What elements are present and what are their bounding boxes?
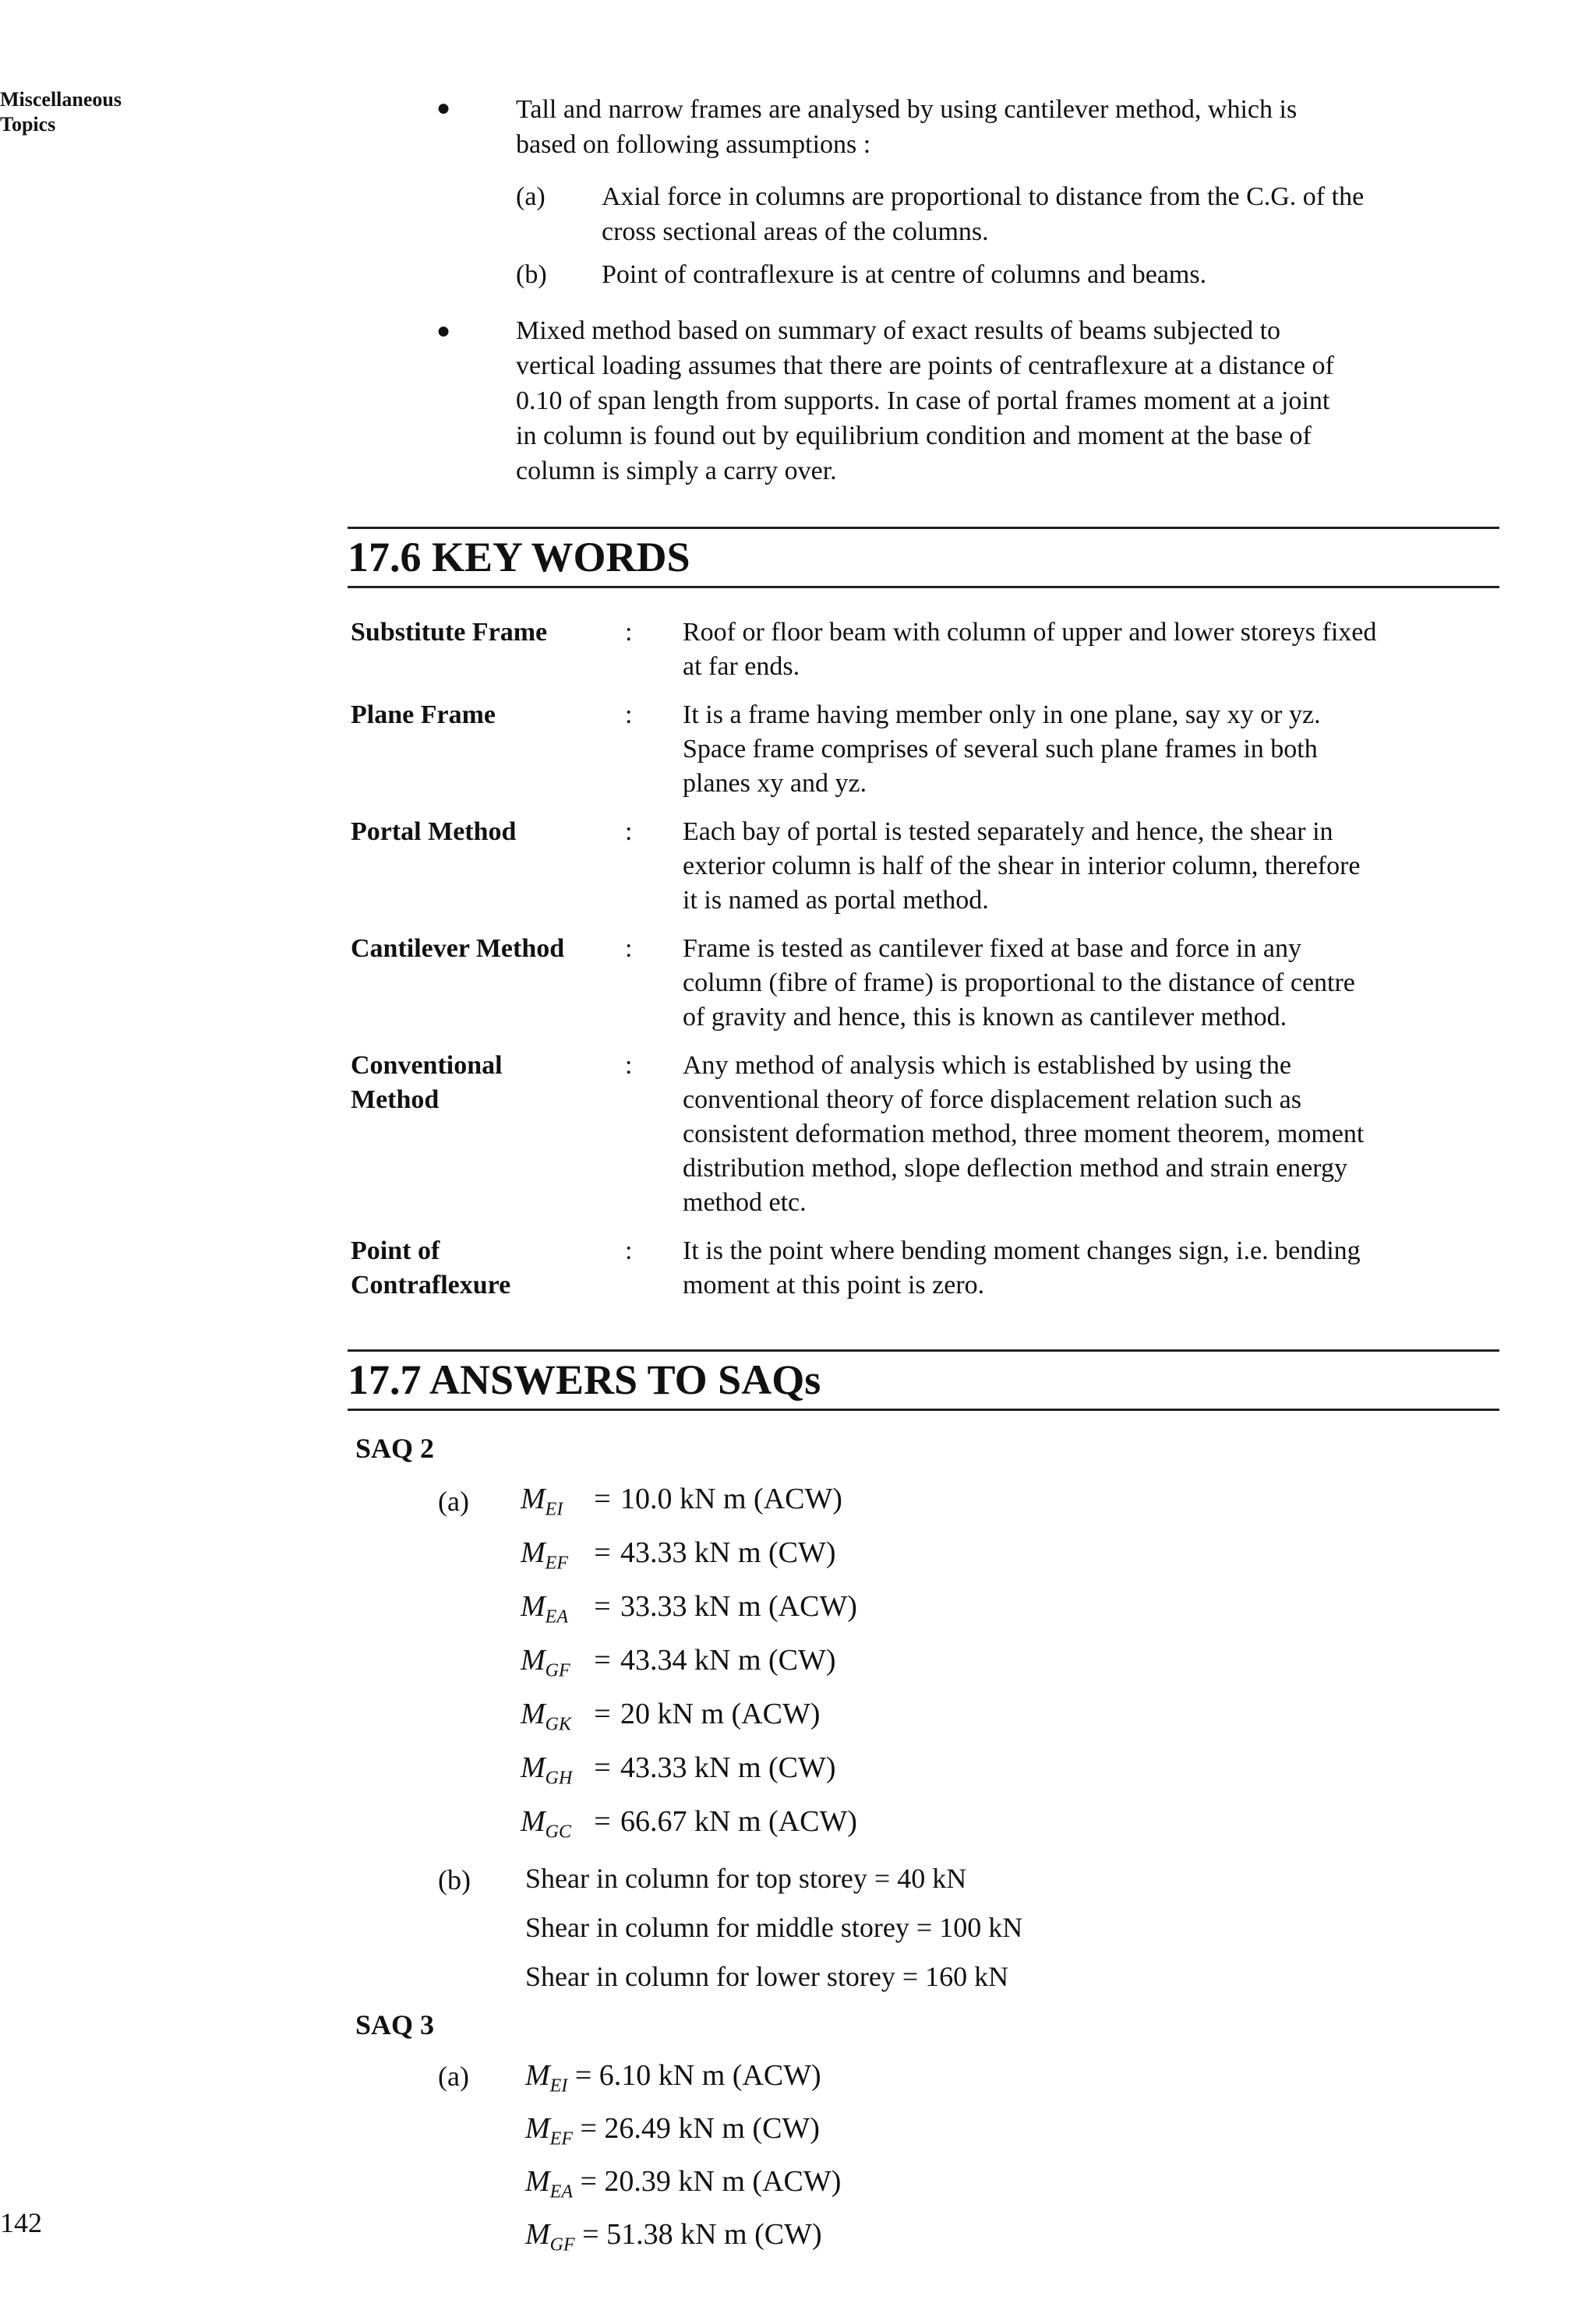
moment-symbol: M bbox=[525, 2059, 550, 2092]
equals-sign: = bbox=[572, 2112, 605, 2145]
text-line: Any method of analysis which is established by using the bbox=[683, 1051, 1291, 1080]
equation-value: 20.39 kN m (ACW) bbox=[604, 2165, 842, 2198]
section-rule-top bbox=[348, 527, 1499, 529]
text-line: Roof or floor beam with column of upper and lower storeys fixed bbox=[683, 618, 1377, 647]
equation-row bbox=[521, 1697, 857, 1736]
key-word-definition bbox=[683, 1234, 1509, 1303]
margin-section-label bbox=[0, 87, 122, 137]
equation-row bbox=[521, 1751, 857, 1790]
text-line: It is the point where bending moment changes sign, i.e. bending bbox=[683, 1236, 1361, 1265]
equation-row bbox=[525, 2164, 841, 2205]
section-rule-top bbox=[348, 1349, 1499, 1352]
equation-symbol bbox=[525, 2164, 573, 2203]
part-label: (b) bbox=[438, 1864, 471, 1896]
term-line: Method bbox=[351, 1085, 440, 1114]
equation-value: 66.67 kN m (ACW) bbox=[620, 1805, 857, 1838]
equation-value: 43.33 kN m (CW) bbox=[620, 1536, 836, 1569]
list-item-text bbox=[602, 257, 1206, 292]
equation-row bbox=[521, 1589, 857, 1628]
equation-value: 20 kN m (ACW) bbox=[620, 1698, 821, 1730]
text-line: 0.10 of span length from supports. In case of portal frames moment at a joint bbox=[516, 386, 1330, 415]
text-line: Tall and narrow frames are analysed by using cantilever method, which is bbox=[516, 95, 1298, 124]
margin-label-line: Topics bbox=[0, 113, 56, 136]
text-line: at far ends. bbox=[683, 652, 800, 681]
equals-sign: = bbox=[572, 2165, 605, 2198]
text-line: method etc. bbox=[683, 1188, 807, 1217]
section-heading-key-words: 17.6 KEY WORDS bbox=[348, 534, 690, 580]
saq-title: SAQ 3 bbox=[355, 2009, 435, 2040]
term-line: Substitute Frame bbox=[351, 618, 548, 647]
key-word-term bbox=[351, 1234, 600, 1303]
equals-sign: = bbox=[594, 1751, 611, 1784]
equation-symbol bbox=[525, 2111, 573, 2150]
moment-symbol: M bbox=[525, 2165, 550, 2198]
equation-list bbox=[525, 2058, 841, 2258]
text-line: Shear in column for middle storey = 100 kN bbox=[525, 1912, 1023, 1943]
moment-symbol: M bbox=[521, 1805, 546, 1838]
page-number: 142 bbox=[0, 2207, 42, 2238]
moment-symbol: M bbox=[521, 1483, 546, 1515]
key-word-term bbox=[351, 932, 600, 966]
equals-sign: = bbox=[594, 1805, 611, 1838]
equation-value: 43.33 kN m (CW) bbox=[620, 1751, 836, 1784]
equals-sign: = bbox=[574, 2218, 607, 2251]
moment-symbol: M bbox=[521, 1751, 546, 1784]
text-line: based on following assumptions : bbox=[516, 130, 871, 159]
text-line: Shear in column for lower storey = 160 kN bbox=[525, 1961, 1009, 1992]
equals-sign: = bbox=[594, 1644, 611, 1677]
equation-row bbox=[521, 1804, 857, 1843]
key-word-term bbox=[351, 615, 600, 650]
colon-separator: : bbox=[625, 1051, 633, 1080]
moment-subscript: GH bbox=[545, 1768, 573, 1789]
text-line: Space frame comprises of several such plane frames in both bbox=[683, 735, 1318, 763]
equals-sign: = bbox=[594, 1536, 611, 1569]
saq-title: SAQ 2 bbox=[355, 1433, 435, 1464]
text-line: it is named as portal method. bbox=[683, 886, 989, 915]
equation-value: 43.34 kN m (CW) bbox=[620, 1644, 836, 1677]
moment-subscript: EA bbox=[545, 1606, 568, 1628]
equation-value: 6.10 kN m (ACW) bbox=[598, 2059, 821, 2092]
moment-subscript: GC bbox=[545, 1821, 571, 1843]
moment-subscript: GK bbox=[545, 1714, 571, 1735]
margin-label-line: Miscellaneous bbox=[0, 88, 122, 111]
equals-sign: = bbox=[567, 2059, 599, 2092]
equation-row bbox=[521, 1643, 857, 1682]
list-item-label: (a) bbox=[516, 182, 546, 211]
text-line: consistent deformation method, three moment theorem, moment bbox=[683, 1120, 1365, 1148]
equation-symbol bbox=[521, 1751, 584, 1790]
text-line: of gravity and hence, this is known as cantilever method. bbox=[683, 1003, 1287, 1032]
equation-row bbox=[525, 2111, 841, 2152]
equation-value: 33.33 kN m (ACW) bbox=[620, 1590, 857, 1623]
shear-results bbox=[525, 1862, 1022, 2009]
text-line: column (fibre of frame) is proportional to the distance of centre bbox=[683, 968, 1355, 997]
moment-symbol: M bbox=[525, 2218, 550, 2251]
equation-list bbox=[521, 1482, 857, 1843]
section-heading-answers: 17.7 ANSWERS TO SAQs bbox=[348, 1356, 821, 1403]
equation-row bbox=[521, 1536, 857, 1575]
term-line: Plane Frame bbox=[351, 700, 496, 729]
key-word-definition bbox=[683, 1049, 1509, 1220]
moment-subscript: EI bbox=[545, 1499, 563, 1520]
colon-separator: : bbox=[625, 618, 633, 647]
term-line: Cantilever Method bbox=[351, 934, 565, 963]
text-line: conventional theory of force displacement relation such as bbox=[683, 1085, 1301, 1114]
moment-subscript: GF bbox=[549, 2234, 575, 2255]
key-word-term bbox=[351, 815, 600, 849]
moment-symbol: M bbox=[521, 1590, 546, 1623]
equation-symbol bbox=[521, 1589, 584, 1628]
colon-separator: : bbox=[625, 934, 633, 963]
list-item-text bbox=[602, 179, 1364, 249]
equation-symbol bbox=[521, 1536, 584, 1575]
equals-sign: = bbox=[594, 1698, 611, 1730]
term-line: Point of bbox=[351, 1236, 440, 1265]
part-label: (a) bbox=[438, 1486, 469, 1517]
text-line: Frame is tested as cantilever fixed at base and force in any bbox=[683, 934, 1301, 963]
equation-row bbox=[525, 2217, 841, 2258]
moment-subscript: EA bbox=[549, 2181, 573, 2202]
equation-symbol bbox=[525, 2217, 575, 2256]
key-word-definition bbox=[683, 932, 1509, 1035]
term-line: Contraflexure bbox=[351, 1271, 511, 1300]
text-line: cross sectional areas of the columns. bbox=[602, 217, 989, 246]
colon-separator: : bbox=[625, 1236, 633, 1265]
equation-value: 26.49 kN m (CW) bbox=[604, 2112, 820, 2145]
bullet-icon: ● bbox=[436, 95, 451, 121]
equation-symbol bbox=[521, 1482, 584, 1521]
moment-subscript: EF bbox=[549, 2128, 573, 2149]
equation-symbol bbox=[521, 1697, 584, 1736]
text-line: Mixed method based on summary of exact results of beams subjected to bbox=[516, 316, 1281, 345]
key-word-definition bbox=[683, 698, 1509, 801]
text-line: Shear in column for top storey = 40 kN bbox=[525, 1863, 967, 1894]
equation-value: 51.38 kN m (CW) bbox=[606, 2218, 822, 2251]
key-word-definition bbox=[683, 615, 1509, 684]
text-line: column is simply a carry over. bbox=[516, 457, 837, 485]
equation-row bbox=[525, 2058, 841, 2099]
equation-symbol bbox=[521, 1804, 584, 1843]
section-rule-bottom bbox=[348, 1409, 1499, 1411]
moment-symbol: M bbox=[521, 1698, 546, 1730]
term-line: Portal Method bbox=[351, 817, 517, 846]
equation-value: 10.0 kN m (ACW) bbox=[620, 1483, 842, 1515]
text-line: distribution method, slope deflection method and strain energy bbox=[683, 1154, 1347, 1183]
bullet-paragraph bbox=[516, 92, 1297, 162]
bullet-paragraph bbox=[516, 313, 1334, 488]
text-line: in column is found out by equilibrium condition and moment at the base of bbox=[516, 421, 1312, 450]
moment-symbol: M bbox=[525, 2112, 550, 2145]
text-line: planes xy and yz. bbox=[683, 769, 867, 798]
moment-subscript: EI bbox=[549, 2075, 568, 2097]
colon-separator: : bbox=[625, 700, 633, 729]
equals-sign: = bbox=[594, 1483, 611, 1515]
list-item-label: (b) bbox=[516, 260, 547, 289]
equation-symbol bbox=[525, 2058, 567, 2097]
key-word-term bbox=[351, 1049, 600, 1117]
text-line: moment at this point is zero. bbox=[683, 1271, 985, 1300]
term-line: Conventional bbox=[351, 1051, 503, 1080]
moment-subscript: GF bbox=[545, 1660, 570, 1681]
text-line: Point of contraflexure is at centre of columns and beams. bbox=[602, 260, 1207, 289]
equation-row bbox=[521, 1482, 857, 1521]
section-rule-bottom bbox=[348, 586, 1499, 588]
text-line: Axial force in columns are proportional to distance from the C.G. of the bbox=[602, 182, 1365, 211]
text-line: vertical loading assumes that there are points of centraflexure at a distance of bbox=[516, 351, 1334, 380]
moment-subscript: EF bbox=[545, 1553, 568, 1574]
bullet-icon: ● bbox=[436, 318, 451, 344]
key-word-definition bbox=[683, 815, 1509, 918]
colon-separator: : bbox=[625, 817, 633, 846]
text-line: Each bay of portal is tested separately and hence, the shear in bbox=[683, 817, 1333, 846]
key-word-term bbox=[351, 698, 600, 732]
part-label: (a) bbox=[438, 2061, 469, 2092]
text-line: It is a frame having member only in one plane, say xy or yz. bbox=[683, 700, 1321, 729]
equals-sign: = bbox=[594, 1590, 611, 1623]
equation-symbol bbox=[521, 1643, 584, 1682]
moment-symbol: M bbox=[521, 1536, 546, 1569]
text-line: exterior column is half of the shear in interior column, therefore bbox=[683, 852, 1361, 880]
moment-symbol: M bbox=[521, 1644, 546, 1677]
